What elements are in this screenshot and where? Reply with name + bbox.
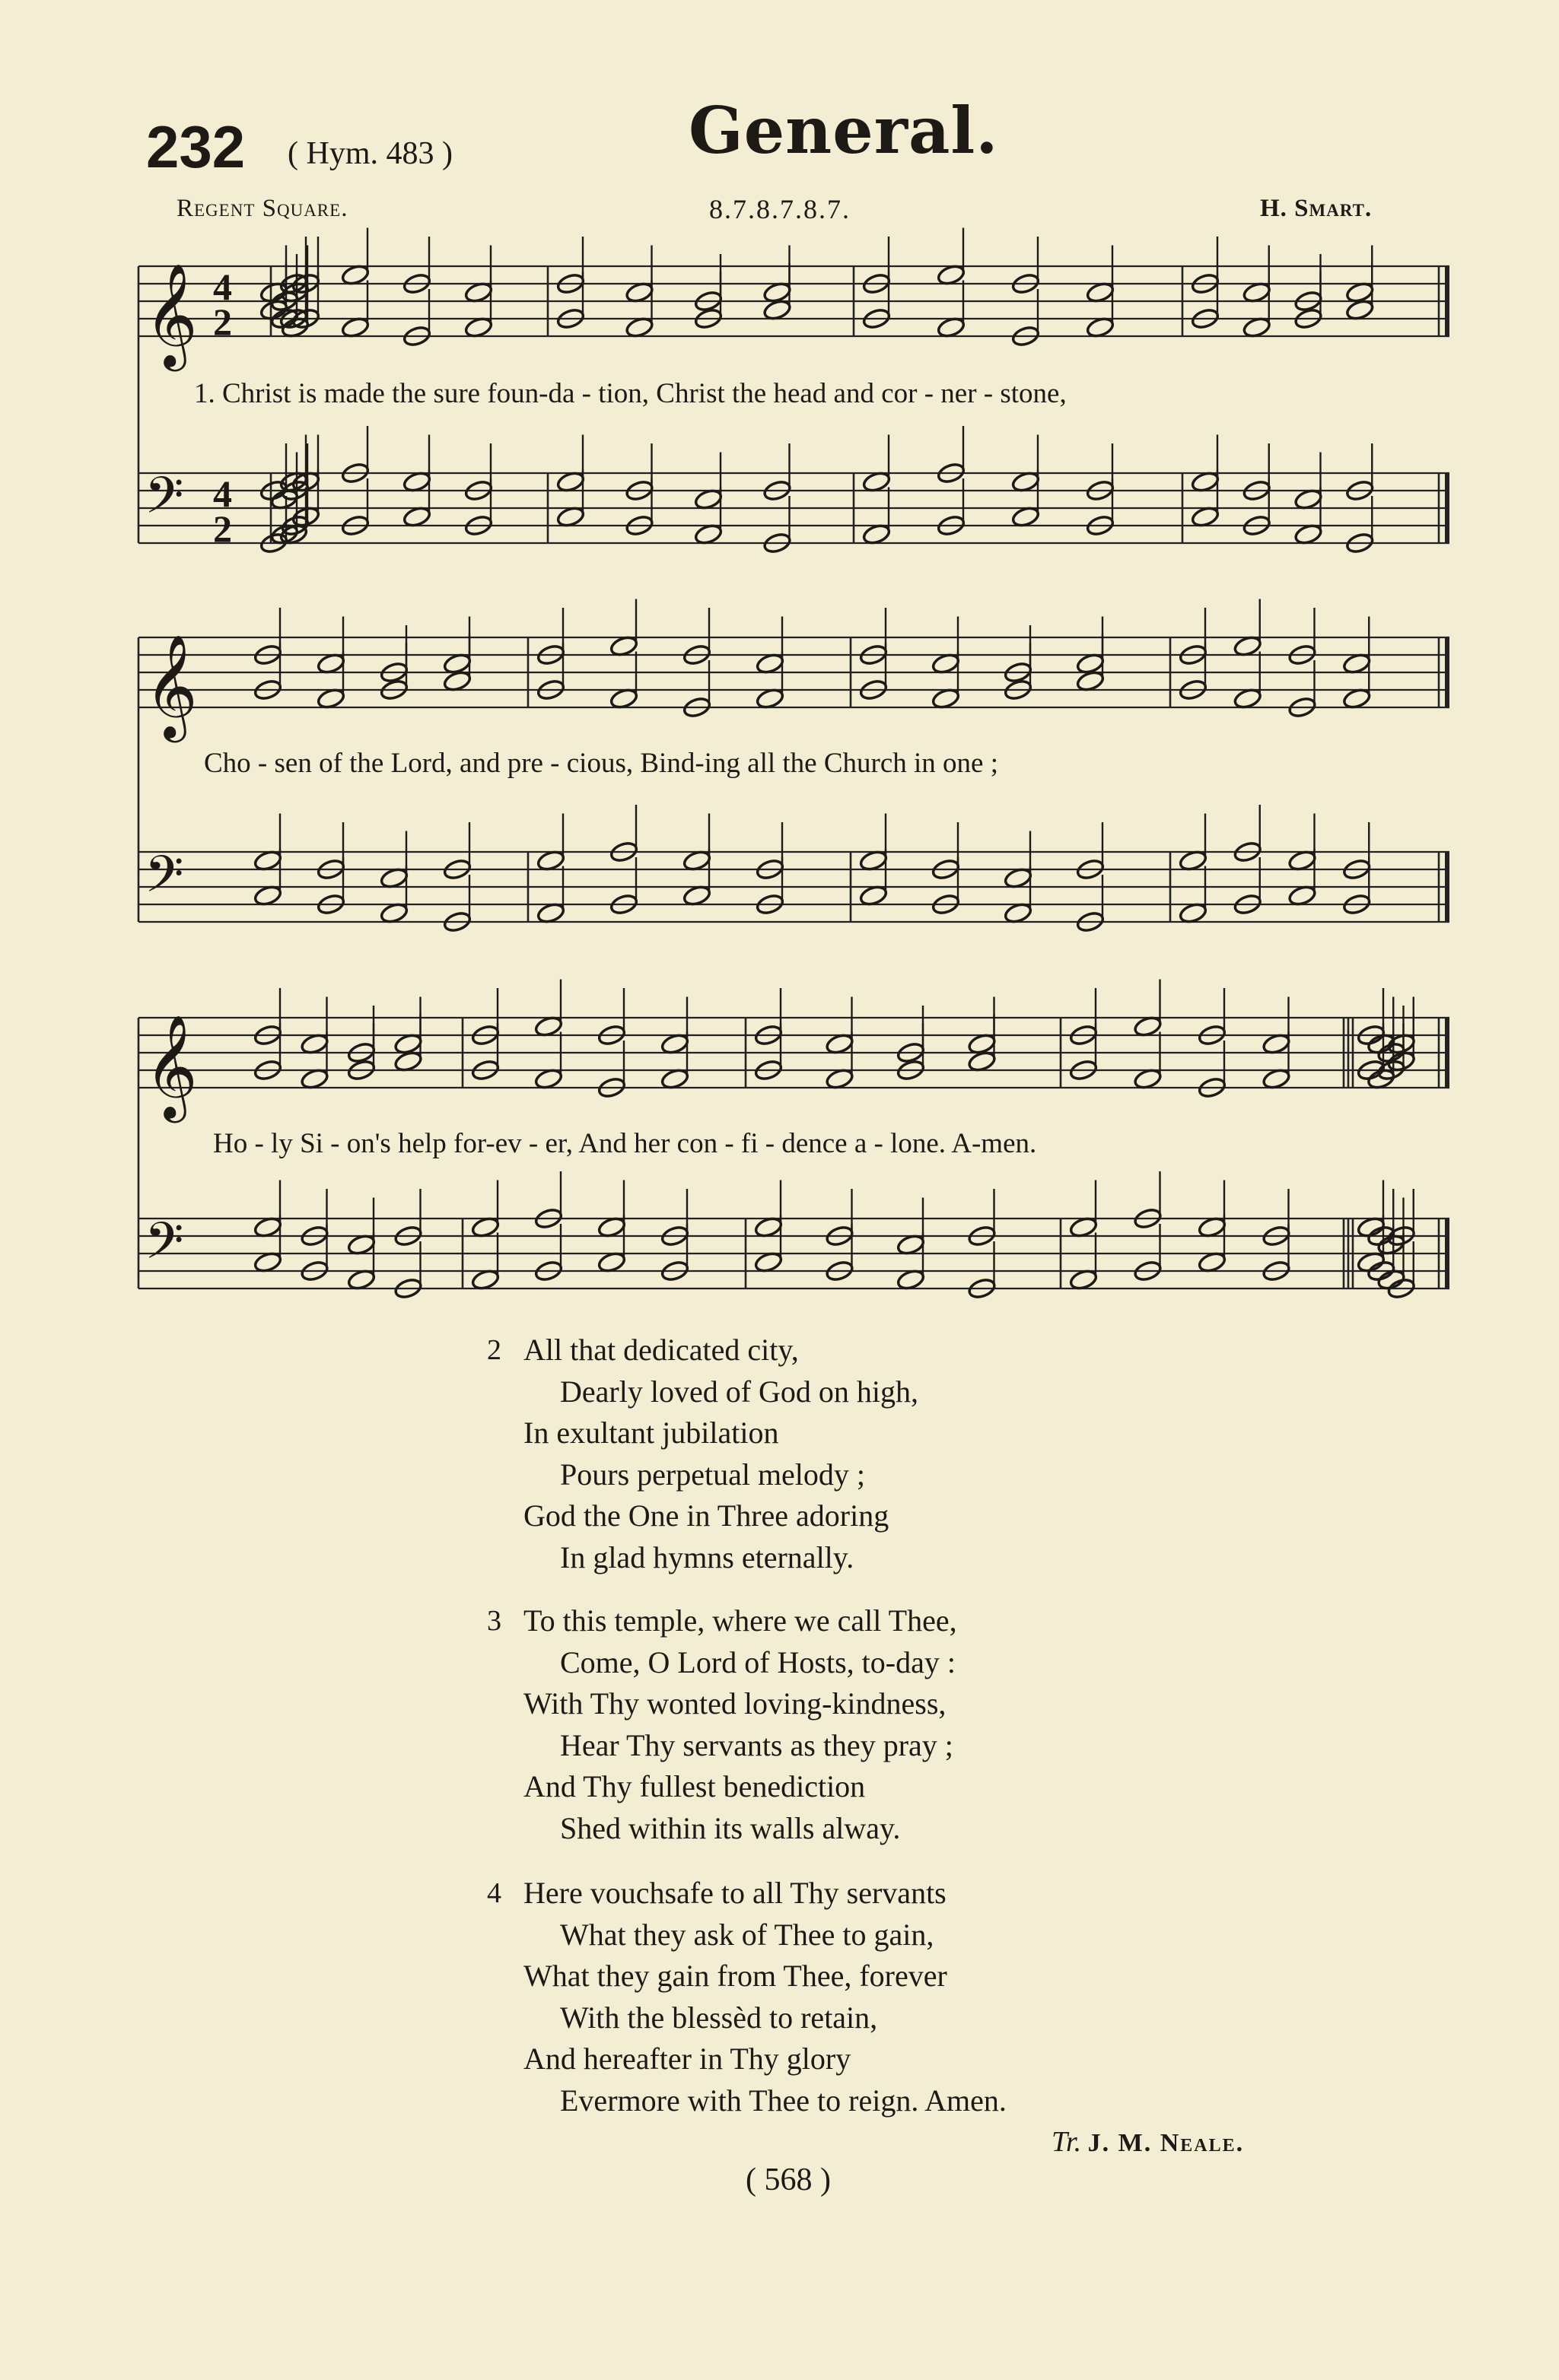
hymn-reference: ( Hym. 483 ) bbox=[288, 136, 453, 171]
composer: H. Smart. bbox=[1260, 195, 1373, 222]
verse-line: Here vouchsafe to all Thy servants bbox=[523, 1876, 947, 1910]
time-signature-top: 4 bbox=[213, 472, 232, 515]
verse-line: With the blessèd to retain, bbox=[560, 2000, 878, 2035]
translator-prefix: Tr. bbox=[1052, 2126, 1082, 2158]
hymn-number: 232 bbox=[146, 113, 246, 180]
verse-3 bbox=[487, 1600, 957, 1849]
tune-name: Regent Square. bbox=[177, 195, 348, 222]
time-signature-bottom: 2 bbox=[213, 300, 232, 343]
time-signature-bottom: 2 bbox=[213, 507, 232, 550]
verse-line: With Thy wonted loving-kindness, bbox=[523, 1686, 947, 1721]
verse-line: Pours perpetual melody ; bbox=[560, 1457, 866, 1492]
verse-line: God the One in Three adoring bbox=[523, 1498, 889, 1533]
lyric-line-2: Cho - sen of the Lord, and pre - cious, Bind-ing all the Church in one ; bbox=[204, 748, 999, 779]
verse-line: What they ask of Thee to gain, bbox=[560, 1917, 934, 1952]
verse-line: Shed within its walls alway. bbox=[560, 1810, 901, 1845]
verse-line: And Thy fullest benediction bbox=[523, 1769, 866, 1803]
bass-clef: 𝄢 bbox=[145, 466, 184, 537]
lyric-line-1: 1. Christ is made the sure foun-da - tion, Christ the head and cor - ner - stone, bbox=[194, 378, 1067, 409]
lyric-line-3: Ho - ly Si - on's help for-ev - er, And her con - fi - dence a - lone. A-men. bbox=[213, 1128, 1037, 1159]
page-number: ( 568 ) bbox=[746, 2162, 831, 2197]
verse-line: And hereafter in Thy glory bbox=[523, 2042, 851, 2076]
translator-name: J. M. Neale. bbox=[1087, 2129, 1245, 2157]
verse-line: What they gain from Thee, forever bbox=[523, 1959, 947, 1993]
verse-line: In exultant jubilation bbox=[523, 1416, 779, 1450]
bass-clef: 𝄢 bbox=[145, 845, 184, 916]
translator-attribution bbox=[1052, 2125, 1244, 2159]
bass-clef: 𝄢 bbox=[145, 1212, 184, 1282]
time-signature-top: 4 bbox=[213, 265, 232, 308]
section-title: General. bbox=[689, 93, 999, 168]
verse-4 bbox=[487, 1873, 1007, 2121]
verse-line: All that dedicated city, bbox=[523, 1333, 799, 1367]
verse-number: 4 bbox=[487, 1877, 501, 1909]
verse-line: Evermore with Thee to reign. Amen. bbox=[560, 2083, 1007, 2118]
meter: 8.7.8.7.8.7. bbox=[709, 194, 851, 224]
treble-clef: 𝄞 bbox=[145, 633, 198, 738]
verse-number: 2 bbox=[487, 1334, 501, 1366]
verse-line: Dearly loved of God on high, bbox=[560, 1374, 919, 1409]
treble-clef: 𝄞 bbox=[145, 262, 198, 367]
treble-clef: 𝄞 bbox=[145, 1013, 198, 1118]
verse-line: Come, O Lord of Hosts, to-day : bbox=[560, 1644, 956, 1679]
verse-line: In glad hymns eternally. bbox=[560, 1540, 854, 1574]
verse-line: To this temple, where we call Thee, bbox=[523, 1603, 957, 1638]
verse-2 bbox=[487, 1330, 918, 1578]
verse-line: Hear Thy servants as they pray ; bbox=[560, 1727, 953, 1762]
verse-number: 3 bbox=[487, 1605, 501, 1637]
